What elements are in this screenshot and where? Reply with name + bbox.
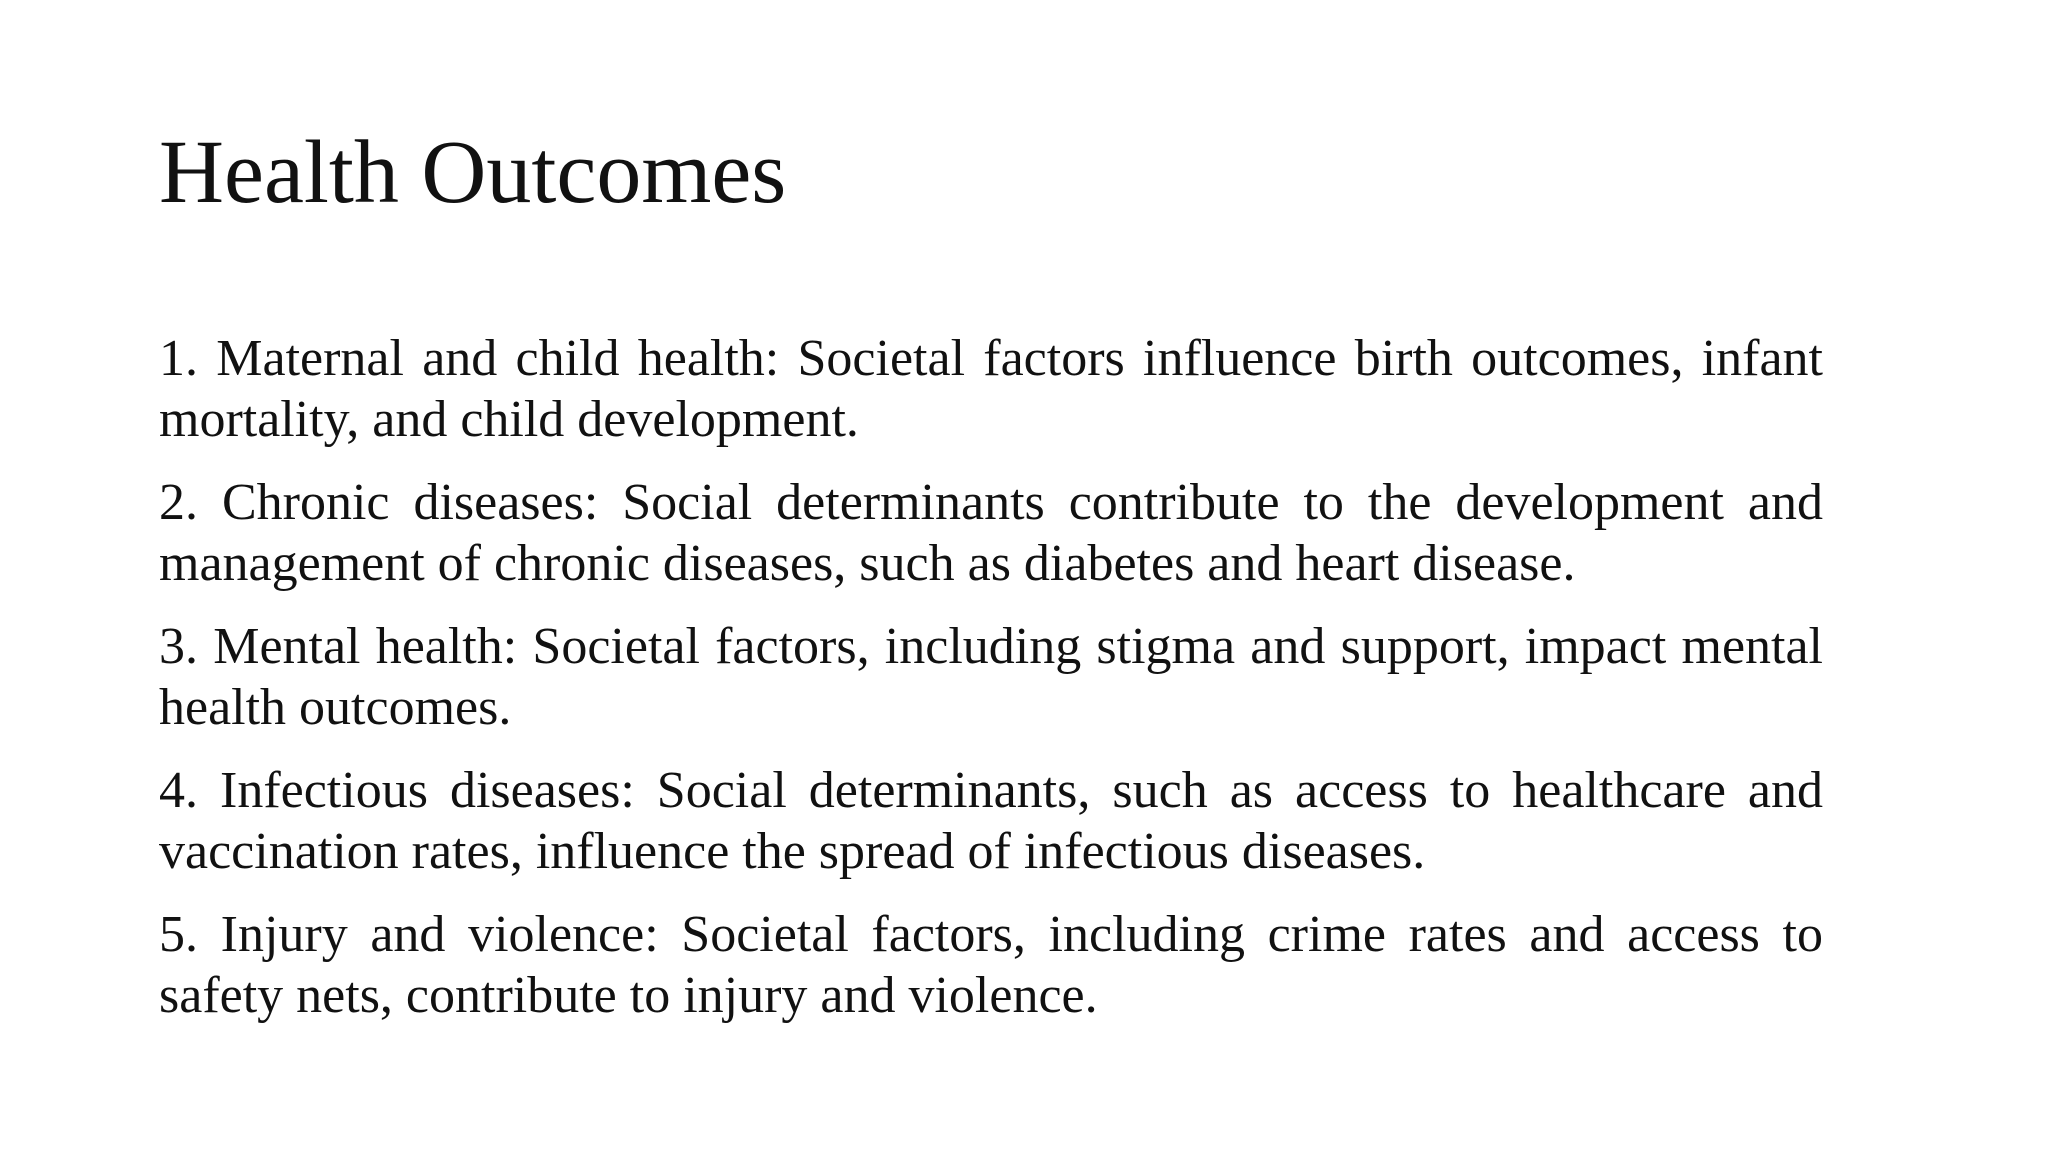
list-item-chronic-diseases: 2. Chronic diseases: Social determinants contribute to the development and management of chronic diseases, such as diabetes and heart disease. [159,474,1823,592]
list-item-maternal-child-health: 1. Maternal and child health: Societal factors influence birth outcomes, infant mortality, and child development. [159,330,1823,448]
list-item-injury-violence: 5. Injury and violence: Societal factors, including crime rates and access to safety nets, contribute to injury and violence. [159,906,1823,1024]
slide-title: Health Outcomes [159,123,787,222]
list-item-mental-health: 3. Mental health: Societal factors, including stigma and support, impact mental health outcomes. [159,618,1823,736]
list-item-infectious-diseases: 4. Infectious diseases: Social determinants, such as access to healthcare and vaccination rates, influence the spread of infectious diseases. [159,762,1823,880]
slide-body-list [159,328,1823,1048]
